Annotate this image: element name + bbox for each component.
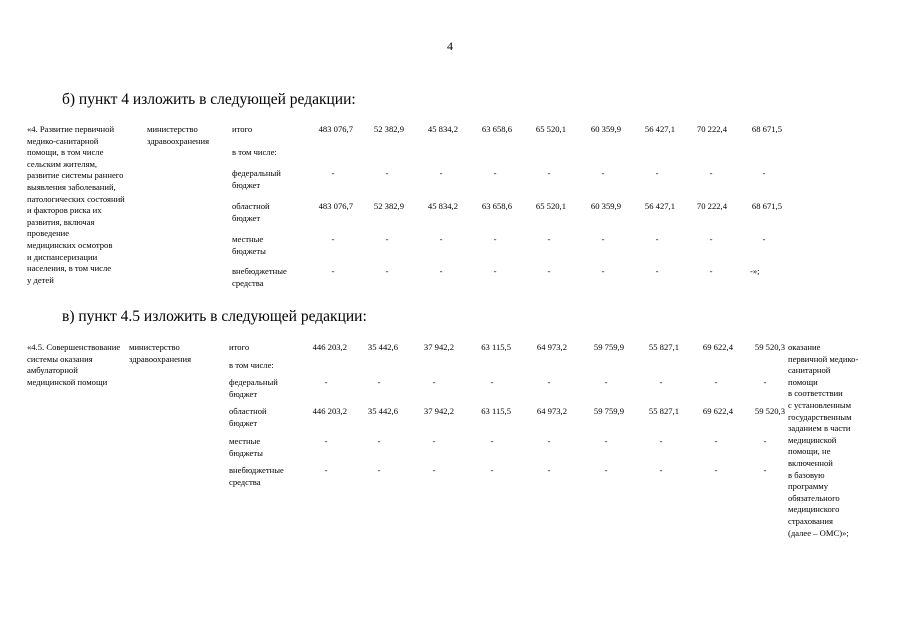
- measure-name-line: развитие системы раннего: [27, 170, 124, 181]
- value-dash: -: [655, 168, 659, 178]
- value-dash: -: [714, 377, 718, 387]
- value-dash: -: [763, 465, 767, 475]
- executor-line: министерство: [147, 124, 198, 134]
- funding-value: 63 658,6: [481, 201, 512, 211]
- funding-value: 63 115,5: [481, 342, 511, 352]
- value-dash: -: [385, 168, 389, 178]
- value-dash: -: [490, 377, 494, 387]
- funding-source-label: в том числе:: [232, 147, 277, 157]
- funding-value: 70 222,4: [696, 201, 727, 211]
- expected-result-line: в базовую: [788, 469, 825, 480]
- value-dash: -: [601, 234, 605, 244]
- expected-result-line: государственным: [788, 411, 852, 422]
- value-dash: -: [547, 168, 551, 178]
- value-dash: -: [432, 377, 436, 387]
- value-dash: -: [432, 465, 436, 475]
- funding-source-label: итого: [232, 124, 253, 134]
- value-dash: -: [439, 234, 443, 244]
- funding-value: 56 427,1: [644, 201, 675, 211]
- expected-result-line: (далее – ОМС)»;: [788, 527, 849, 538]
- value-dash: -: [547, 266, 551, 276]
- measure-name-line: «4. Развитие первичной: [27, 124, 115, 134]
- measure-name-line: сельским жителям,: [27, 158, 98, 169]
- value-dash: -: [604, 377, 608, 387]
- funding-value: 55 827,1: [648, 342, 679, 352]
- value-dash: -: [547, 234, 551, 244]
- value-dash: -: [324, 377, 328, 387]
- page-number: 4: [447, 39, 453, 53]
- executor-line: министерство: [129, 342, 180, 352]
- measure-name-line: помощи, в том числе: [27, 147, 104, 158]
- funding-value: 59 759,9: [593, 406, 624, 416]
- funding-value: 65 520,1: [535, 124, 566, 134]
- funding-source-label: итого: [229, 342, 250, 352]
- funding-value: 55 827,1: [648, 406, 679, 416]
- value-dash: -: [377, 436, 381, 446]
- value-dash: -: [331, 234, 335, 244]
- funding-source-label: областной: [232, 201, 270, 211]
- measure-name-line: медико-санитарной: [27, 135, 99, 146]
- funding-value: 64 973,2: [536, 406, 567, 416]
- funding-value: 52 382,9: [373, 124, 404, 134]
- value-dash: -: [331, 266, 335, 276]
- expected-result-line: помощи: [788, 376, 818, 387]
- value-dash: -: [547, 436, 551, 446]
- section-b-heading: б) пункт 4 изложить в следующей редакции:: [62, 91, 356, 108]
- value-dash: -: [547, 465, 551, 475]
- value-dash: -: [439, 266, 443, 276]
- measure-name-line: развития, включая: [27, 216, 95, 227]
- measure-name-line: проведение: [27, 228, 70, 239]
- value-dash: -: [762, 168, 766, 178]
- funding-source-label: федеральный: [229, 377, 278, 387]
- funding-source-label: средства: [232, 277, 264, 288]
- value-dash: -: [493, 266, 497, 276]
- value-dash: -: [709, 266, 713, 276]
- value-dash: -: [385, 266, 389, 276]
- funding-value: 446 203,2: [312, 406, 347, 416]
- value-dash: -: [490, 436, 494, 446]
- value-dash: -: [377, 377, 381, 387]
- value-dash: -: [324, 436, 328, 446]
- value-dash: -: [432, 436, 436, 446]
- funding-value: 52 382,9: [373, 201, 404, 211]
- funding-value: 37 942,2: [423, 342, 454, 352]
- value-dash: -»;: [750, 266, 760, 276]
- funding-value: 63 115,5: [481, 406, 511, 416]
- measure-name-line: и диспансеризации: [27, 251, 98, 262]
- funding-value: 59 759,9: [593, 342, 624, 352]
- funding-source-label: бюджеты: [229, 447, 263, 458]
- value-dash: -: [493, 234, 497, 244]
- value-dash: -: [331, 168, 335, 178]
- measure-name-line: медицинских осмотров: [27, 240, 113, 250]
- funding-value: 483 076,7: [318, 124, 353, 134]
- value-dash: -: [439, 168, 443, 178]
- measure-name-line: амбулаторной: [27, 365, 78, 376]
- expected-result-line: включенной: [788, 458, 833, 468]
- value-dash: -: [601, 266, 605, 276]
- measure-name-line: медицинской помощи: [27, 376, 108, 387]
- measure-name-line: «4.5. Совершенствование: [27, 342, 121, 352]
- value-dash: -: [324, 465, 328, 475]
- funding-value: 60 359,9: [590, 201, 621, 211]
- funding-source-label: бюджет: [229, 417, 258, 428]
- funding-value: 59 520,3: [754, 406, 785, 416]
- expected-result-line: помощи, не: [788, 446, 831, 457]
- expected-result-line: оказание: [788, 342, 821, 352]
- value-dash: -: [714, 436, 718, 446]
- value-dash: -: [659, 436, 663, 446]
- funding-value: 64 973,2: [536, 342, 567, 352]
- expected-result-line: обязательного: [788, 492, 840, 503]
- funding-value: 59 520,3: [754, 342, 785, 352]
- measure-name-line: населения, в том числе: [27, 263, 112, 274]
- funding-value: 60 359,9: [590, 124, 621, 134]
- executor-line: здравоохранения: [147, 135, 210, 146]
- funding-source-label: бюджет: [229, 388, 258, 399]
- funding-value: 45 834,2: [427, 124, 458, 134]
- funding-source-label: областной: [229, 406, 267, 416]
- section-v-heading: в) пункт 4.5 изложить в следующей редакции:: [62, 308, 367, 325]
- measure-name-line: системы оказания: [27, 353, 93, 364]
- funding-value: 63 658,6: [481, 124, 512, 134]
- value-dash: -: [763, 436, 767, 446]
- value-dash: -: [714, 465, 718, 475]
- value-dash: -: [659, 377, 663, 387]
- funding-source-label: местные: [232, 234, 264, 244]
- expected-result-line: медицинского: [788, 504, 840, 515]
- value-dash: -: [659, 465, 663, 475]
- funding-value: 69 622,4: [702, 406, 733, 416]
- measure-name-line: патологических состояний: [27, 193, 125, 204]
- value-dash: -: [547, 377, 551, 387]
- value-dash: -: [655, 266, 659, 276]
- expected-result-line: программу: [788, 481, 829, 492]
- funding-value: 65 520,1: [535, 201, 566, 211]
- value-dash: -: [762, 234, 766, 244]
- value-dash: -: [490, 465, 494, 475]
- value-dash: -: [604, 436, 608, 446]
- funding-source-label: бюджеты: [232, 245, 266, 256]
- value-dash: -: [655, 234, 659, 244]
- value-dash: -: [709, 168, 713, 178]
- value-dash: -: [709, 234, 713, 244]
- expected-result-line: с установленным: [788, 400, 852, 410]
- funding-value: 35 442,6: [367, 342, 398, 352]
- funding-value: 69 622,4: [702, 342, 733, 352]
- funding-value: 35 442,6: [367, 406, 398, 416]
- funding-source-label: в том числе:: [229, 360, 274, 370]
- funding-source-label: внебюджетные: [232, 266, 287, 276]
- executor-line: здравоохранения: [129, 353, 192, 364]
- value-dash: -: [604, 465, 608, 475]
- value-dash: -: [601, 168, 605, 178]
- expected-result-line: в соответствии: [788, 388, 843, 399]
- funding-source-label: местные: [229, 436, 261, 446]
- funding-value: 70 222,4: [696, 124, 727, 134]
- funding-value: 68 671,5: [751, 201, 782, 211]
- expected-result-line: медицинской: [788, 434, 837, 445]
- funding-source-label: бюджет: [232, 212, 261, 223]
- funding-value: 56 427,1: [644, 124, 675, 134]
- funding-source-label: федеральный: [232, 168, 281, 178]
- value-dash: -: [377, 465, 381, 475]
- funding-value: 446 203,2: [312, 342, 347, 352]
- measure-name-line: выявления заболеваний,: [27, 182, 116, 192]
- funding-value: 68 671,5: [751, 124, 782, 134]
- expected-result-line: первичной медико-: [788, 353, 859, 364]
- funding-value: 37 942,2: [423, 406, 454, 416]
- expected-result-line: заданием в части: [788, 423, 851, 434]
- value-dash: -: [763, 377, 767, 387]
- funding-source-label: бюджет: [232, 179, 261, 190]
- expected-result-line: страхования: [788, 516, 833, 526]
- funding-source-label: внебюджетные: [229, 465, 284, 475]
- measure-name-line: и факторов риска их: [27, 205, 102, 216]
- value-dash: -: [493, 168, 497, 178]
- measure-name-line: у детей: [27, 274, 54, 285]
- value-dash: -: [385, 234, 389, 244]
- expected-result-line: санитарной: [788, 365, 831, 376]
- funding-value: 45 834,2: [427, 201, 458, 211]
- funding-value: 483 076,7: [318, 201, 353, 211]
- funding-source-label: средства: [229, 476, 261, 487]
